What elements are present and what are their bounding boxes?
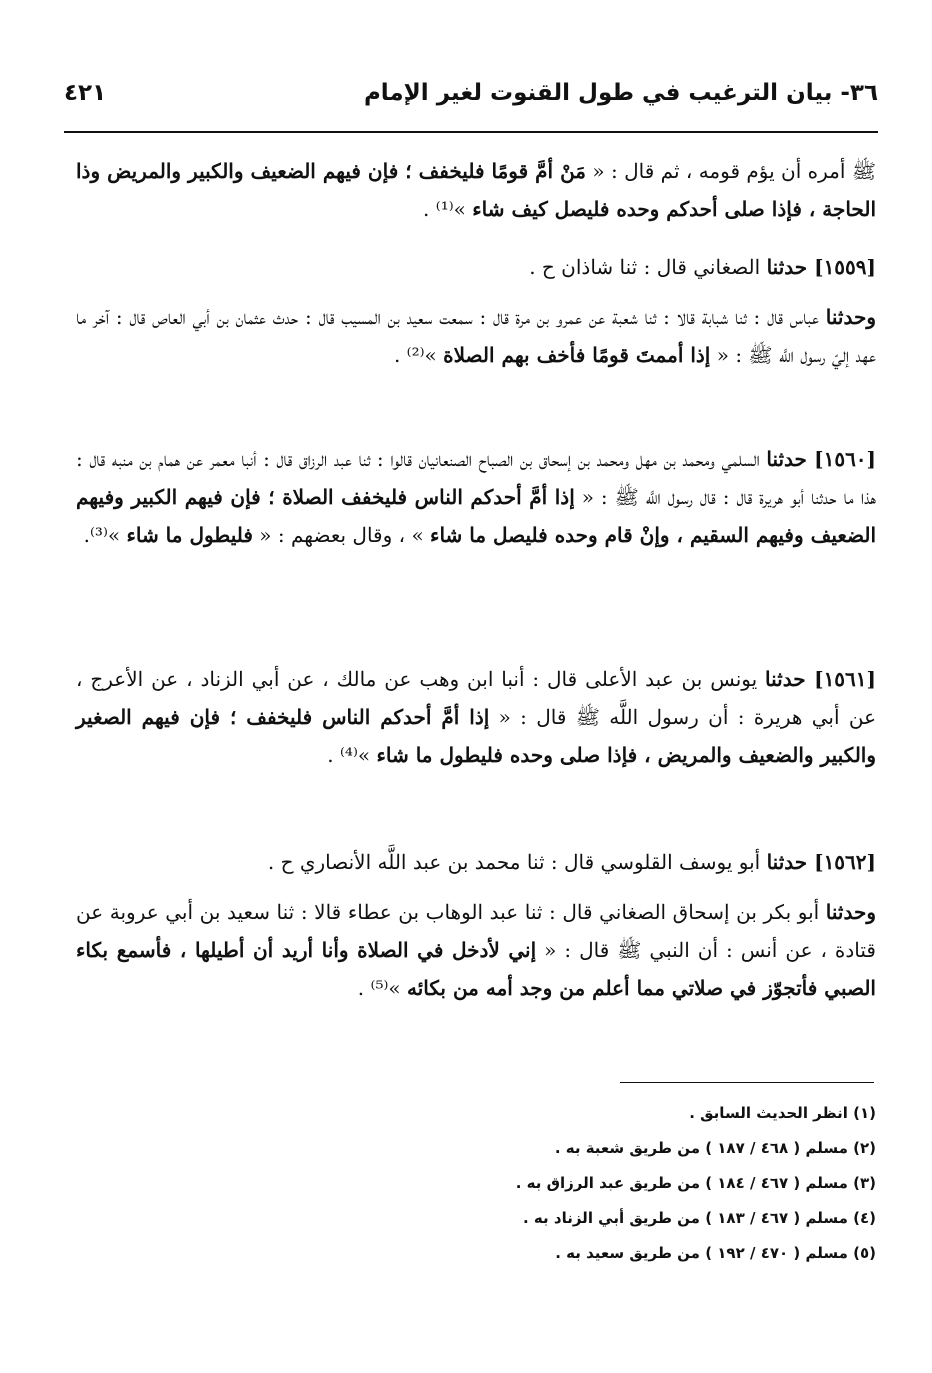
paragraph [76, 893, 876, 1007]
chapter-title: ٣٦- بيان الترغيب في طول القنوت لغير الإمام [363, 80, 878, 106]
footnote-4: (٤) مسلم ( ٤٦٧ / ١٨٣ ) من طريق أبي الزناد به . [523, 1209, 876, 1227]
paragraph [76, 298, 876, 374]
text-segment: عباس قال : ثنا شبابة قالا : ثنا شعبة عن عمرو بن مرة قال : سمعت سعيد بن المسيب قال : حدث عثمان بن أبي العاص قال : آخر ما عهد إليّ رسول اللَّه ﷺ : « [76, 305, 876, 367]
text-segment: أبو بكر بن إسحاق الصغاني قال : ثنا عبد الوهاب بن عطاء قالا : ثنا سعيد بن أبي عروبة عن قتادة ، عن أنس : أن النبي ﷺ قال : « [76, 900, 876, 962]
footnote-3: (٣) مسلم ( ٤٦٧ / ١٨٤ ) من طريق عبد الرزاق به . [515, 1174, 876, 1192]
bold-text: [١٥٦٢] حدثنا [766, 850, 876, 874]
page-header [64, 80, 878, 124]
text-segment: السلمي ومحمد بن مهل ومحمد بن إسحاق بن الصباح الصنعانيان قالوا : ثنا عبد الرزاق قال : أنبا معمر عن همام بن منبه قال : هذا ما حدثنا أبو هريرة قال : قال رسول اللَّه ﷺ : « [76, 447, 876, 509]
text-segment: »⁽⁴⁾ . [327, 743, 377, 767]
bold-text: إذا أمَّ أحدكم الناس فليخفف ؛ فإن فيهم الصغير والكبير والضعيف والمريض ، فإذا صلى وحده فليطول ما شاء [76, 705, 876, 767]
paragraph [76, 248, 876, 286]
footnote-2: (٢) مسلم ( ٤٦٨ / ١٨٧ ) من طريق شعبة به . [554, 1139, 876, 1157]
bold-text: وحدثنا [825, 900, 876, 924]
text-segment: يونس بن عبد الأعلى قال : أنبا ابن وهب عن مالك ، عن أبي الزناد ، عن الأعرج ، عن أبي هريرة : أن رسول اللَّه ﷺ قال : « [76, 667, 877, 729]
bold-text: [١٥٦١] حدثنا [765, 667, 876, 691]
footnote-divider [620, 1082, 874, 1083]
bold-text: مَنْ أمَّ قومًا فليخفف ؛ فإن فيهم الضعيف والكبير والمريض وذا الحاجة ، فإذا صلى أحدكم وحده فليصل كيف شاء [76, 159, 876, 221]
text-segment: »⁽¹⁾ . [423, 197, 473, 221]
text-segment: الصغاني قال : ثنا شاذان ح . [529, 255, 767, 279]
paragraph [76, 440, 876, 554]
page-number: ٤٢١ [64, 80, 107, 106]
footnote-1: (١) انظر الحديث السابق . [689, 1104, 876, 1122]
bold-text: إذا أممتَ قومًا فأخف بهم الصلاة [443, 343, 711, 367]
text-segment: »⁽⁵⁾ . [357, 976, 407, 1000]
text-segment: »⁽³⁾. [83, 523, 127, 547]
bold-text: [١٥٦٠] حدثنا [766, 447, 877, 471]
text-segment: »⁽²⁾ . [393, 343, 444, 367]
paragraph [76, 660, 876, 774]
footnote-5: (٥) مسلم ( ٤٧٠ / ١٩٢ ) من طريق سعيد به . [555, 1244, 876, 1262]
bold-text: وحدثنا [825, 305, 876, 329]
bold-text: إذا أمَّ أحدكم الناس فليخفف الصلاة ؛ فإن فيهم الكبير وفيهم الضعيف وفيهم السقيم ، وإنْ قام وحده فليصل ما شاء [76, 485, 876, 547]
paragraph [76, 152, 876, 228]
bold-text: إني لأدخل في الصلاة وأنا أريد أن أطيلها ، فأسمع بكاء الصبي فأتجوّز في صلاتي مما أعلم من وجد أمه من بكائه [76, 938, 876, 1000]
bold-text: فليطول ما شاء [126, 523, 253, 547]
text-segment: ﷺ أمره أن يؤم قومه ، ثم قال : « [586, 159, 876, 183]
paragraph [76, 843, 876, 881]
bold-text: [١٥٥٩] حدثنا [766, 255, 876, 279]
text-segment: » ، وقال بعضهم : « [252, 523, 431, 547]
text-segment: أبو يوسف القلوسي قال : ثنا محمد بن عبد اللَّه الأنصاري ح . [267, 850, 767, 874]
footnotes [76, 1096, 876, 1271]
header-divider [64, 131, 878, 133]
